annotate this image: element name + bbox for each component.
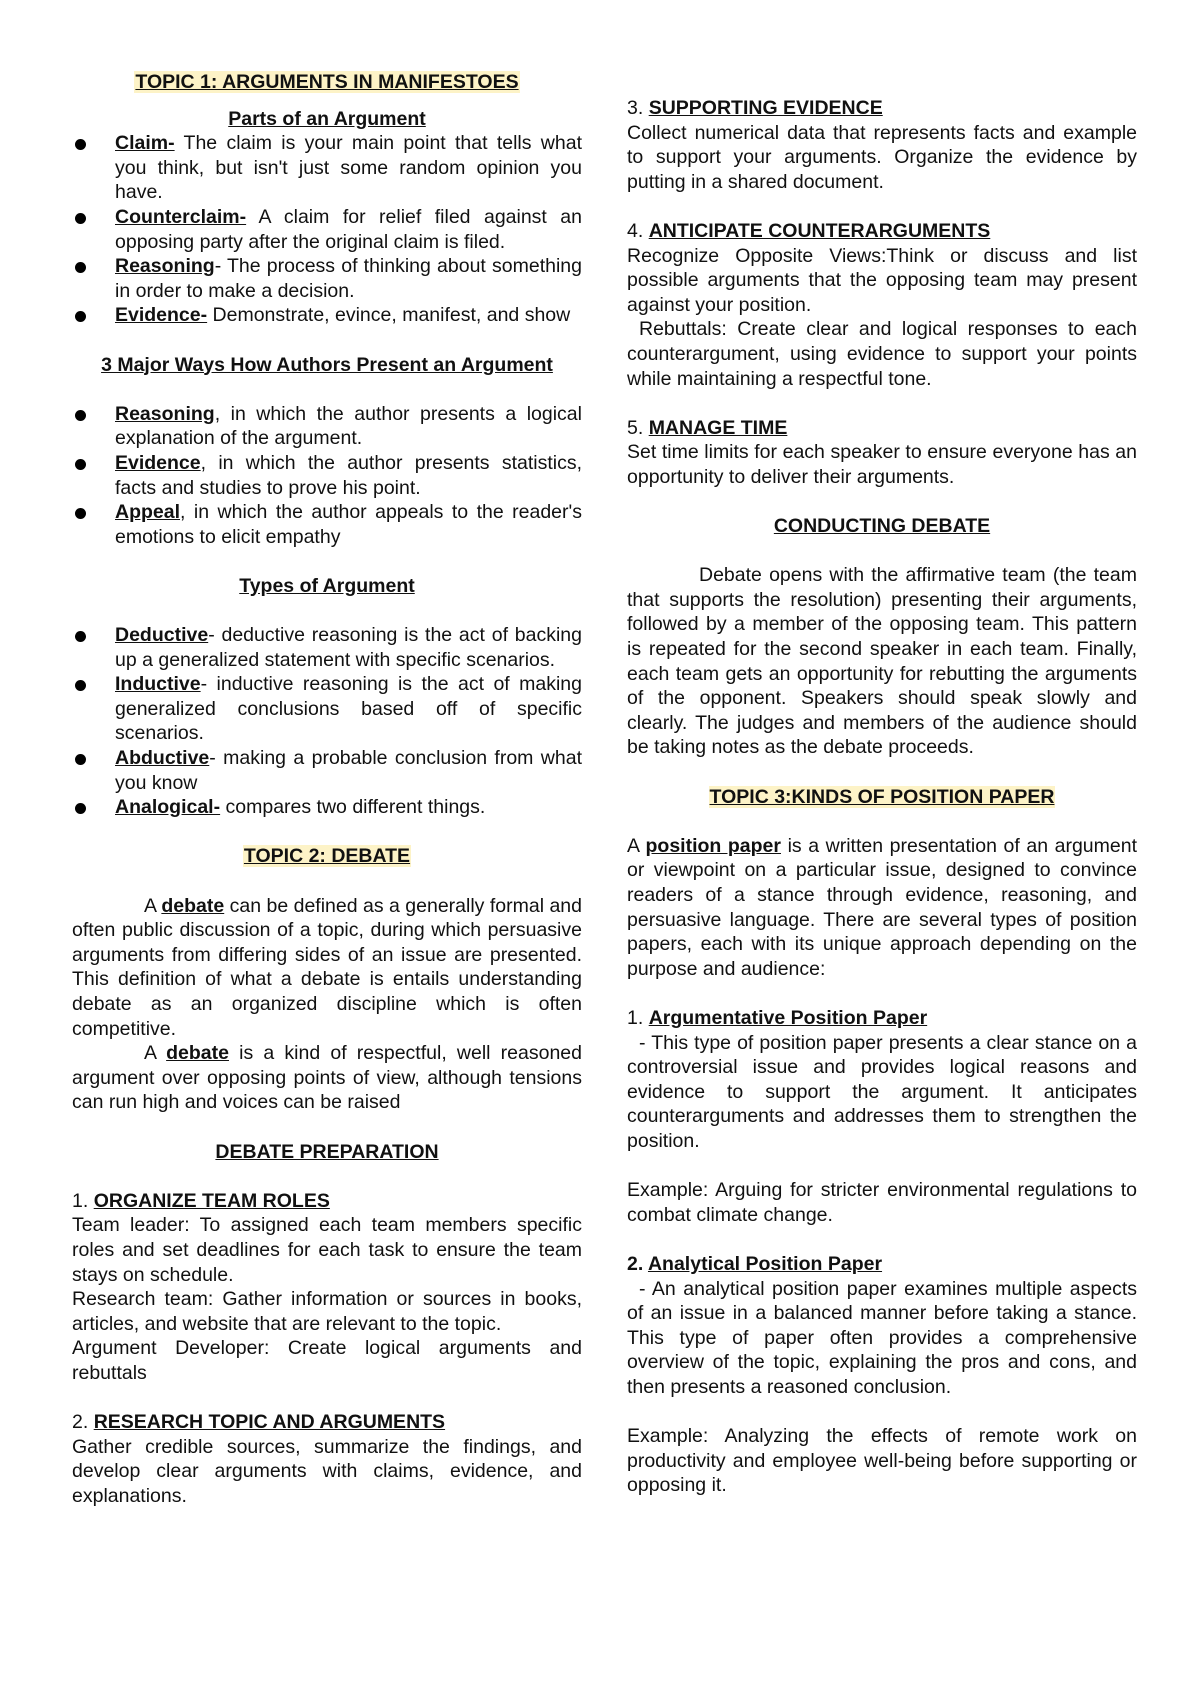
parts-list bbox=[72, 131, 582, 328]
ways-list bbox=[72, 402, 582, 550]
step5-heading: 5. MANAGE TIME bbox=[627, 416, 788, 439]
left-column bbox=[72, 70, 582, 1508]
step1-line: Team leader: To assigned each team members specific roles and set deadlines for each task to ensure the team stays on schedule. bbox=[72, 1214, 582, 1286]
step5-text: Set time limits for each speaker to ensure everyone has an opportunity to deliver their arguments. bbox=[627, 441, 1137, 488]
list-item: Claim- The claim is your main point that tells what you think, but isn't just some random opinion you have. bbox=[72, 131, 582, 205]
step1-heading: 1. ORGANIZE TEAM ROLES bbox=[72, 1189, 330, 1212]
step1-line: Research team: Gather information or sources in books, articles, and website that are relevant to the topic. bbox=[72, 1288, 582, 1335]
topic3-title-line bbox=[627, 785, 1137, 810]
position-paper-intro: A position paper is a written presentation of an argument or viewpoint on a particular issue, designed to convince readers of a stance through evidence, reasoning, and persuasive language. There are several types of position papers, each with its unique approach depending on the purpose and audience: bbox=[627, 834, 1137, 980]
topic2-title: TOPIC 2: DEBATE bbox=[243, 845, 411, 868]
debate-definition: A debate can be defined as a generally formal and often public discussion of a topic, during which persuasive arguments from differing sides of an issue are presented. This definition of what a debate is entails understanding debate as an organized discipline which is often competitive. bbox=[72, 894, 582, 1040]
conduct-heading: CONDUCTING DEBATE bbox=[773, 515, 991, 538]
conduct-text: Debate opens with the affirmative team (the team that supports the resolution) presenting their arguments, followed by a member of the opposing team. This pattern is repeated for the second speaker in each team. Finally, each team gets an opportunity for rebutting the arguments of the opponent. Speakers should speak slowly and clearly. The judges and members of the audience should be taking notes as the debate proceeds. bbox=[627, 564, 1137, 759]
topic1-title-line bbox=[72, 70, 582, 95]
list-item: Evidence, in which the author presents statistics, facts and studies to prove his point. bbox=[72, 451, 582, 500]
kind1-example: Example: Arguing for stricter environmental regulations to combat climate change. bbox=[627, 1179, 1137, 1226]
list-item: Deductive- deductive reasoning is the act of backing up a generalized statement with specific scenarios. bbox=[72, 623, 582, 672]
topic1-title: TOPIC 1: ARGUMENTS IN MANIFESTOES bbox=[135, 71, 519, 93]
step4-text: Recognize Opposite Views:Think or discuss and list possible arguments that the opposing team may present against your position. bbox=[627, 244, 1137, 316]
types-list bbox=[72, 623, 582, 820]
kind2-heading: 2. Analytical Position Paper bbox=[627, 1252, 883, 1275]
ways-heading: 3 Major Ways How Authors Present an Argument bbox=[101, 353, 553, 376]
kind2-example: Example: Analyzing the effects of remote work on productivity and employee well-being before supporting or opposing it. bbox=[627, 1425, 1137, 1497]
types-heading: Types of Argument bbox=[239, 574, 415, 597]
topic2-title-line bbox=[72, 844, 582, 869]
kind2-text: - An analytical position paper examines multiple aspects of an issue in a balanced manner before taking a stance. This type of paper often provides a comprehensive overview of the topic, explaining the pros and cons, and then presents a reasoned conclusion. bbox=[627, 1277, 1137, 1398]
step3-heading: 3. SUPPORTING EVIDENCE bbox=[627, 97, 883, 119]
list-item: Reasoning- The process of thinking about something in order to make a decision. bbox=[72, 254, 582, 303]
list-item: Appeal, in which the author appeals to the reader's emotions to elicit empathy bbox=[72, 500, 582, 549]
parts-heading: Parts of an Argument bbox=[228, 107, 426, 130]
step2-text: Gather credible sources, summarize the findings, and develop clear arguments with claims, evidence, and explanations. bbox=[72, 1435, 582, 1507]
list-item: Inductive- inductive reasoning is the act of making generalized conclusions based off of specific scenarios. bbox=[72, 672, 582, 746]
list-item: Abductive- making a probable conclusion from what you know bbox=[72, 746, 582, 795]
step3-text: Collect numerical data that represents facts and example to support your arguments. Organize the evidence by putting in a shared document. bbox=[627, 121, 1137, 193]
list-item: Analogical- compares two different things. bbox=[72, 795, 582, 820]
step4-heading: 4. ANTICIPATE COUNTERARGUMENTS bbox=[627, 219, 991, 242]
kind1-text: - This type of position paper presents a clear stance on a controversial issue and provides logical reasons and evidence to support the argument. It anticipates counterarguments and addresses them to strengthen the position. bbox=[627, 1031, 1137, 1152]
list-item: Evidence- Demonstrate, evince, manifest, and show bbox=[72, 303, 582, 328]
list-item: Counterclaim- A claim for relief filed against an opposing party after the original claim is filed. bbox=[72, 205, 582, 254]
debate-description: A debate is a kind of respectful, well reasoned argument over opposing points of view, although tensions can run high and voices can be raised bbox=[72, 1042, 582, 1114]
step1-line: Argument Developer: Create logical arguments and rebuttals bbox=[72, 1337, 582, 1384]
step4-rebuttals: Rebuttals: Create clear and logical responses to each counterargument, using evidence to support your points while maintaining a respectful tone. bbox=[627, 318, 1137, 390]
topic3-title: TOPIC 3:KINDS OF POSITION PAPER bbox=[709, 785, 1055, 808]
right-column bbox=[627, 96, 1137, 1498]
kind1-heading: 1. Argumentative Position Paper bbox=[627, 1006, 928, 1029]
prep-heading: DEBATE PREPARATION bbox=[215, 1140, 439, 1163]
step2-heading: 2. RESEARCH TOPIC AND ARGUMENTS bbox=[72, 1411, 446, 1434]
list-item: Reasoning, in which the author presents a logical explanation of the argument. bbox=[72, 402, 582, 451]
